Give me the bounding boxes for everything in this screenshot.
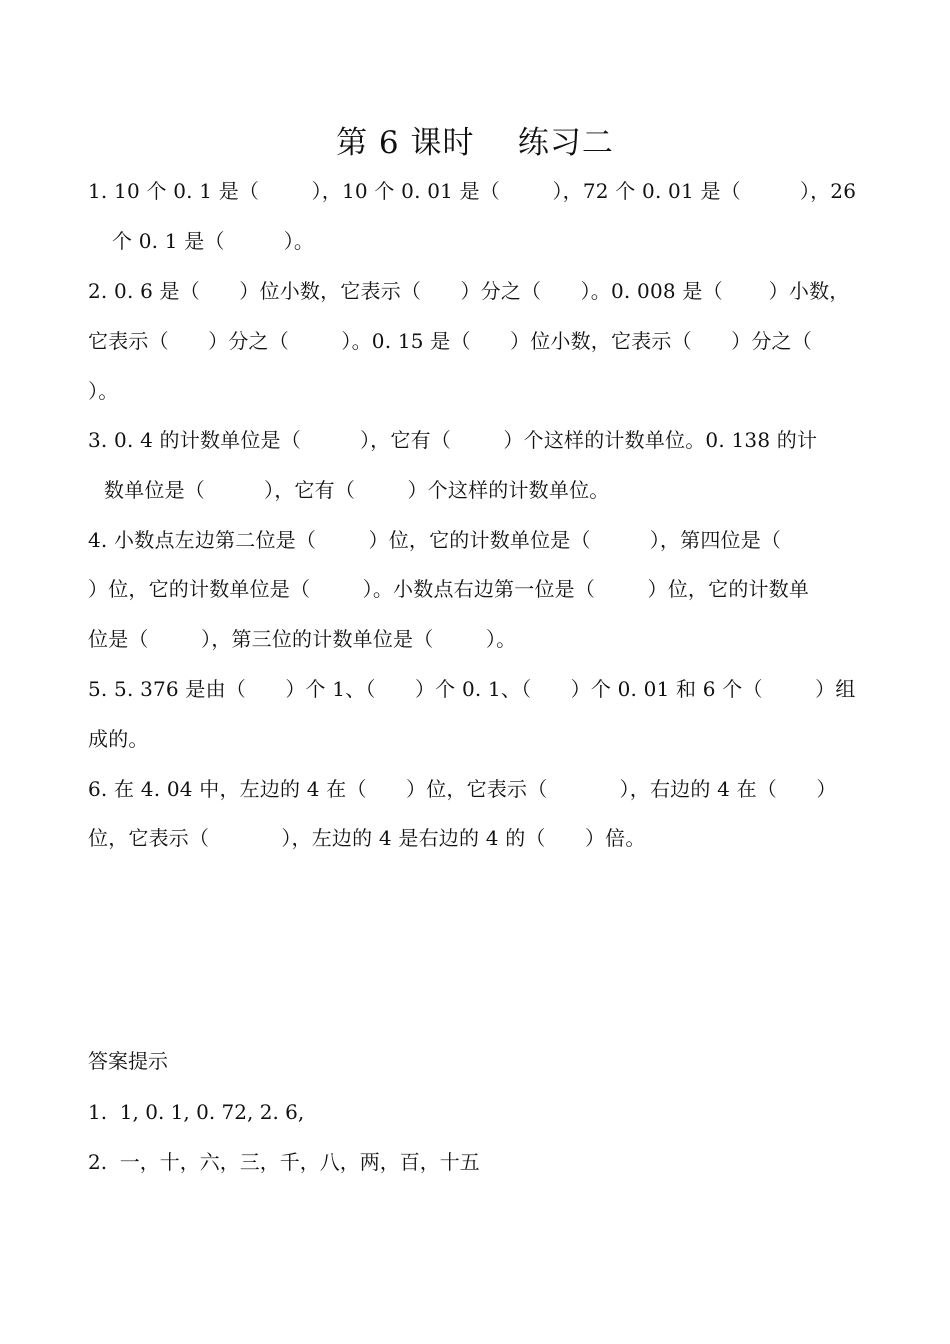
question-2-line-2: 它表示（ ）分之（ ）。0. 15 是（ ）位小数，它表示（ ）分之（ <box>88 329 812 353</box>
page-title: 第 6 课时 练习二 <box>336 125 614 161</box>
question-1-line-2: 个 0. 1 是（ ）。 <box>112 229 315 253</box>
answers-heading: 答案提示 <box>88 1049 168 1073</box>
question-4-line-2: ）位，它的计数单位是（ ）。小数点右边第一位是（ ）位，它的计数单 <box>88 577 810 601</box>
question-2-line-3: ）。 <box>88 379 119 403</box>
question-1-line-1: 1. 10 个 0. 1 是（ ），10 个 0. 01 是（ ），72 个 0. 01 是（ ），26 <box>88 179 857 203</box>
question-4-line-3: 位是（ ），第三位的计数单位是（ ）。 <box>88 627 517 651</box>
question-4-line-1: 4. 小数点左边第二位是（ ）位，它的计数单位是（ ），第四位是（ <box>88 528 782 552</box>
question-3-line-1: 3. 0. 4 的计数单位是（ ），它有（ ）个这样的计数单位。0. 138 的计 <box>88 428 818 452</box>
question-6-line-1: 6. 在 4. 04 中，左边的 4 在（ ）位，它表示（ ），右边的 4 在（ ） <box>88 777 837 801</box>
question-5-line-1: 5. 5. 376 是由（ ）个 1、（ ）个 0. 1、（ ）个 0. 01 和 6 个（ ）组 <box>88 677 856 701</box>
answer-2: 2. 一，十，六，三，千，八，两，百，十五 <box>88 1150 480 1174</box>
question-6-line-2: 位，它表示（ ），左边的 4 是右边的 4 的（ ）倍。 <box>88 826 646 850</box>
answer-1: 1. 1, 0. 1, 0. 72, 2. 6, <box>88 1100 305 1124</box>
question-2-line-1: 2. 0. 6 是（ ）位小数，它表示（ ）分之（ ）。0. 008 是（ ）小数， <box>88 279 850 303</box>
question-3-line-2: 数单位是（ ），它有（ ）个这样的计数单位。 <box>104 478 610 502</box>
question-5-line-2: 成的。 <box>88 727 149 751</box>
